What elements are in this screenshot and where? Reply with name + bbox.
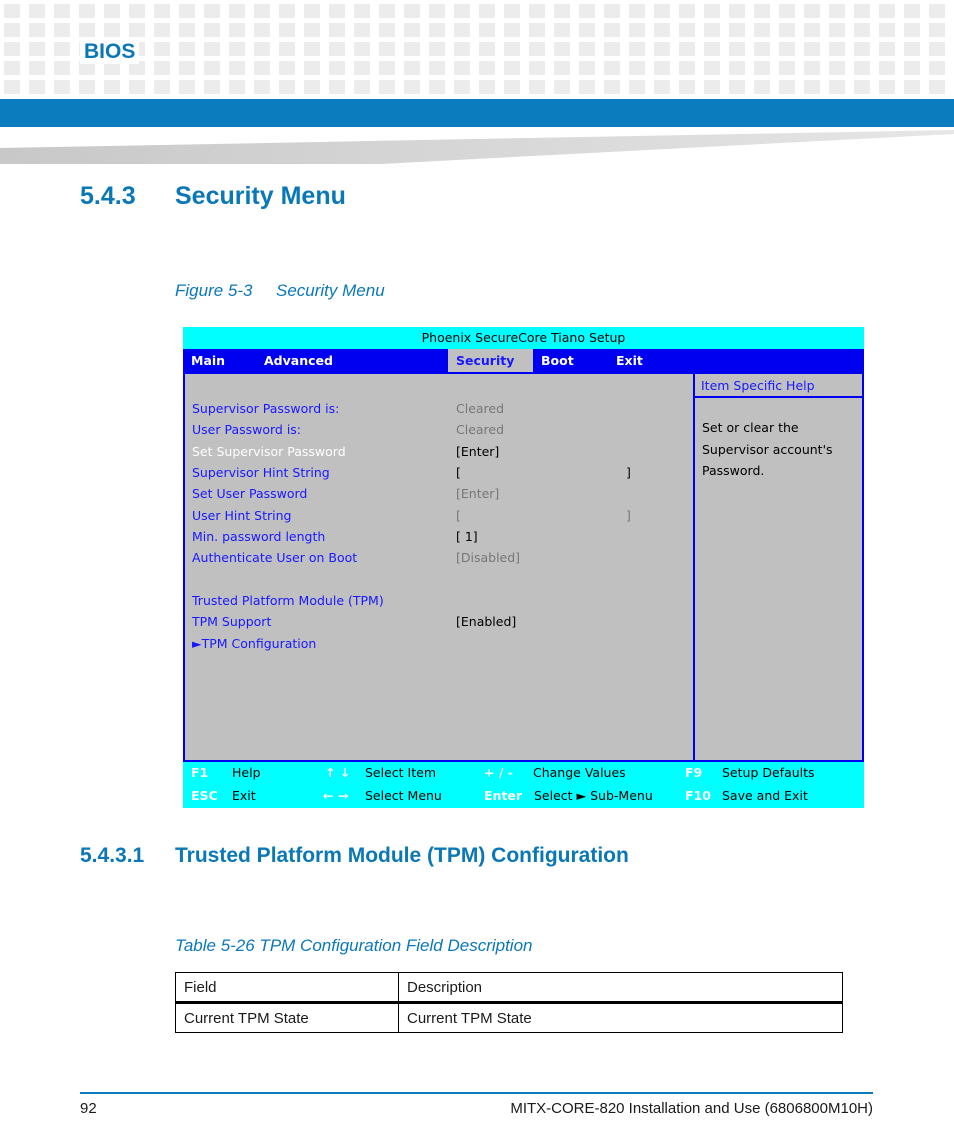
header-pattern-square [429, 80, 445, 94]
header-pattern-square [404, 4, 420, 18]
header-pattern-square [904, 80, 920, 94]
footer-rule [80, 1092, 873, 1094]
row-value: Cleared [456, 401, 505, 416]
header-pattern-square [654, 61, 670, 75]
header-pattern-square [254, 42, 270, 56]
header-pattern-square [654, 23, 670, 37]
header-pattern-square [879, 42, 895, 56]
header-pattern-square [804, 23, 820, 37]
header-pattern-square [454, 61, 470, 75]
header-pattern-square [879, 23, 895, 37]
footer-action: Change Values [533, 765, 626, 780]
row-value[interactable]: [ [456, 465, 461, 480]
header-pattern-square [504, 23, 520, 37]
header-pattern-square [754, 61, 770, 75]
header-pattern-square [379, 23, 395, 37]
header-pattern-square [604, 23, 620, 37]
header-pattern-square [654, 80, 670, 94]
header-pattern-square [304, 23, 320, 37]
help-line: Supervisor account's [702, 442, 833, 457]
header-pattern-square [629, 42, 645, 56]
footer-key: F9 [685, 765, 703, 780]
header-pattern-square [904, 4, 920, 18]
header-pattern-square [179, 23, 195, 37]
header-pattern-square [254, 4, 270, 18]
header-pattern-square [754, 23, 770, 37]
header-pattern-square [179, 4, 195, 18]
header-pattern-square [929, 4, 945, 18]
row-value: Cleared [456, 422, 505, 437]
bios-row-tpm-support[interactable] [192, 612, 692, 632]
header-pattern-square [29, 61, 45, 75]
header-pattern-square [704, 61, 720, 75]
header-pattern-square [254, 23, 270, 37]
header-pattern-square [179, 61, 195, 75]
header-pattern-square [554, 42, 570, 56]
header-pattern-square [104, 80, 120, 94]
header-pattern-square [304, 61, 320, 75]
header-pattern-square [904, 23, 920, 37]
bios-row-supervisor-password-status [192, 399, 692, 419]
row-label: Set Supervisor Password [192, 444, 346, 459]
header-pattern-square [579, 61, 595, 75]
row-value[interactable]: [Enter] [456, 486, 500, 501]
bios-row-tpm-heading [192, 591, 692, 611]
header-pattern-square [729, 4, 745, 18]
header-pattern-square [554, 23, 570, 37]
bios-row-set-supervisor-password[interactable] [192, 442, 692, 462]
footer-action: Select ► Sub-Menu [534, 788, 653, 803]
header-pattern-square [829, 80, 845, 94]
header-pattern-square [29, 80, 45, 94]
header-pattern-square [429, 61, 445, 75]
header-pattern-square [754, 80, 770, 94]
header-pattern-square [854, 42, 870, 56]
header-pattern-square [829, 42, 845, 56]
figure-title: Security Menu [276, 281, 385, 300]
submenu-label[interactable]: ►TPM Configuration [192, 636, 317, 651]
header-pattern-square [854, 4, 870, 18]
header-pattern-square [179, 80, 195, 94]
footer-action: Help [232, 765, 261, 780]
header-pattern-square [704, 4, 720, 18]
header-pattern-square [879, 80, 895, 94]
header-pattern-square [229, 61, 245, 75]
header-pattern-square [904, 42, 920, 56]
bios-screen [183, 327, 864, 808]
footer-action: Select Menu [365, 788, 442, 803]
header-pattern-square [904, 61, 920, 75]
header-pattern-square [154, 61, 170, 75]
header-pattern-square [154, 80, 170, 94]
header-pattern-square [29, 42, 45, 56]
bios-menu-security[interactable]: Security [448, 349, 533, 372]
header-pattern-square [629, 80, 645, 94]
header-pattern-square [54, 42, 70, 56]
header-pattern-square [779, 4, 795, 18]
header-pattern-square [229, 42, 245, 56]
header-pattern-square [579, 4, 595, 18]
header-pattern-square [804, 4, 820, 18]
header-pattern-square [254, 61, 270, 75]
header-pattern-square [79, 4, 95, 18]
section-number: 5.4.3 [80, 182, 136, 210]
header-pattern-square [54, 4, 70, 18]
header-pattern-square [304, 42, 320, 56]
row-label: TPM Support [192, 614, 272, 629]
header-pattern-square [529, 23, 545, 37]
bios-title: Phoenix SecureCore Tiano Setup [183, 327, 864, 349]
header-pattern-square [4, 61, 20, 75]
header-pattern-square [529, 42, 545, 56]
header-pattern-square [229, 23, 245, 37]
header-pattern-square [404, 61, 420, 75]
help-line: Set or clear the [702, 420, 799, 435]
header-pattern-square [879, 4, 895, 18]
row-value[interactable]: [ 1] [456, 529, 478, 544]
header-pattern-square [129, 23, 145, 37]
header-pattern-square [729, 42, 745, 56]
bios-body [183, 372, 864, 762]
footer-key: ↑ ↓ [325, 765, 351, 780]
header-pattern-square [704, 23, 720, 37]
header-pattern-square [679, 23, 695, 37]
row-label: User Hint String [192, 508, 292, 523]
row-value[interactable]: [Enter] [456, 444, 500, 459]
header-pattern-square [354, 80, 370, 94]
header-pattern-square [629, 23, 645, 37]
footer-action: Save and Exit [722, 788, 808, 803]
header-pattern-square [204, 80, 220, 94]
header-pattern-square [4, 42, 20, 56]
header-pattern-square [279, 23, 295, 37]
header-pattern-square [404, 80, 420, 94]
header-pattern-square [854, 80, 870, 94]
header-pattern-square [454, 23, 470, 37]
header-pattern-square [329, 61, 345, 75]
header-pattern-square [354, 61, 370, 75]
header-pattern-square [279, 4, 295, 18]
header-pattern-square [329, 80, 345, 94]
header-pattern-square [454, 80, 470, 94]
header-pattern-square [929, 80, 945, 94]
header-pattern-square [579, 23, 595, 37]
header-pattern-square [804, 61, 820, 75]
table-row [176, 1003, 843, 1033]
row-label: User Password is: [192, 422, 302, 437]
footer-key: Enter [484, 788, 523, 803]
row-label: Set User Password [192, 486, 308, 501]
header-pattern-square [79, 80, 95, 94]
header-pattern-square [879, 61, 895, 75]
header-pattern-square [229, 4, 245, 18]
header-pattern-square [929, 23, 945, 37]
header-pattern-square [929, 42, 945, 56]
help-header: Item Specific Help [701, 378, 815, 393]
header-pattern-square [4, 80, 20, 94]
header-pattern-square [4, 23, 20, 37]
header-pattern-square [379, 42, 395, 56]
table-cell: Current TPM State [176, 1003, 399, 1033]
bios-divider [693, 374, 695, 762]
header-pattern-square [754, 42, 770, 56]
header-pattern-square [154, 42, 170, 56]
header-pattern-square [779, 80, 795, 94]
header-pattern-square [754, 4, 770, 18]
header-pattern-square [854, 23, 870, 37]
bios-row-user-password-status [192, 420, 692, 440]
header-pattern-square [604, 80, 620, 94]
row-label: Authenticate User on Boot [192, 550, 358, 565]
footer-key: F10 [685, 788, 711, 803]
header-pattern-square [679, 80, 695, 94]
footer-action: Select Item [365, 765, 436, 780]
help-line: Password. [702, 463, 765, 478]
header-pattern-square [679, 4, 695, 18]
table-caption: Table 5-26 TPM Configuration Field Description [175, 936, 533, 955]
bios-menu-boot[interactable]: Boot [541, 353, 574, 368]
header-pattern-square [254, 80, 270, 94]
header-pattern-square [454, 4, 470, 18]
header-pattern [0, 0, 954, 98]
header-pattern-square [779, 61, 795, 75]
document-title: MITX-CORE-820 Installation and Use (6806800M10H) [510, 1100, 873, 1117]
header-pattern-square [654, 4, 670, 18]
header-pattern-square [29, 23, 45, 37]
header-pattern-square [154, 4, 170, 18]
header-pattern-square [804, 80, 820, 94]
header-pattern-square [554, 4, 570, 18]
bios-menu-advanced[interactable]: Advanced [264, 353, 333, 368]
row-value[interactable]: [ [456, 508, 461, 523]
header-wedge [0, 130, 954, 164]
header-pattern-square [529, 4, 545, 18]
table-cell: Current TPM State [399, 1003, 843, 1033]
header-pattern-square [204, 61, 220, 75]
header-pattern-square [479, 4, 495, 18]
bios-menu-exit[interactable]: Exit [616, 353, 643, 368]
header-pattern-square [854, 61, 870, 75]
bios-row-tpm-configuration[interactable] [192, 634, 692, 654]
header-pattern-square [504, 4, 520, 18]
header-pattern-square [404, 23, 420, 37]
header-pattern-square [229, 80, 245, 94]
header-pattern-square [279, 80, 295, 94]
header-pattern-square [329, 23, 345, 37]
header-pattern-square [379, 4, 395, 18]
tpm-config-table [175, 972, 843, 1033]
figure-label: Figure 5-3 [175, 281, 253, 300]
header-pattern-square [104, 23, 120, 37]
header-pattern-square [304, 80, 320, 94]
header-pattern-square [529, 61, 545, 75]
header-pattern-square [129, 4, 145, 18]
header-pattern-square [504, 80, 520, 94]
header-pattern-square [304, 4, 320, 18]
row-label: Supervisor Hint String [192, 465, 330, 480]
header-pattern-square [554, 61, 570, 75]
header-pattern-square [829, 4, 845, 18]
subsection-number: 5.4.3.1 [80, 844, 145, 867]
row-label: Trusted Platform Module (TPM) [192, 593, 384, 608]
bios-row-user-hint-string[interactable] [192, 506, 692, 526]
footer-key: + / - [484, 765, 513, 780]
header-pattern-square [379, 80, 395, 94]
header-pattern-square [779, 23, 795, 37]
bios-row-set-user-password[interactable] [192, 484, 692, 504]
header-pattern-square [354, 4, 370, 18]
header-pattern-square [429, 4, 445, 18]
header-pattern-square [504, 42, 520, 56]
header-pattern-square [429, 23, 445, 37]
header-bar [0, 99, 954, 127]
header-pattern-square [404, 42, 420, 56]
footer-key: ESC [191, 788, 218, 803]
header-pattern-square [179, 42, 195, 56]
header-pattern-square [729, 23, 745, 37]
header-pattern-square [479, 23, 495, 37]
row-value-end: ] [626, 465, 631, 480]
row-label: Supervisor Password is: [192, 401, 340, 416]
table-header-cell: Description [399, 973, 843, 1003]
header-pattern-square [104, 4, 120, 18]
bios-menu-main[interactable]: Main [191, 353, 226, 368]
header-pattern-square [454, 42, 470, 56]
header-pattern-square [4, 4, 20, 18]
header-pattern-square [54, 23, 70, 37]
header-pattern-square [729, 61, 745, 75]
subsection-title: Trusted Platform Module (TPM) Configuration [175, 844, 629, 867]
header-pattern-square [704, 80, 720, 94]
header-pattern-square [129, 80, 145, 94]
header-pattern-square [504, 61, 520, 75]
header-pattern-square [579, 42, 595, 56]
section-title: Security Menu [175, 182, 346, 210]
header-pattern-square [54, 80, 70, 94]
header-pattern-square [579, 80, 595, 94]
table-header-cell: Field [176, 973, 399, 1003]
header-pattern-square [379, 61, 395, 75]
footer-key: ← → [323, 788, 349, 803]
row-value[interactable]: [Disabled] [456, 550, 521, 565]
header-pattern-square [679, 42, 695, 56]
header-pattern-square [329, 4, 345, 18]
header-pattern-square [804, 42, 820, 56]
header-pattern-square [479, 80, 495, 94]
header-pattern-square [204, 4, 220, 18]
header-pattern-square [204, 23, 220, 37]
header-pattern-square [204, 42, 220, 56]
header-pattern-square [54, 61, 70, 75]
bios-row-min-password-length[interactable] [192, 527, 692, 547]
header-pattern-square [604, 4, 620, 18]
header-pattern-square [779, 42, 795, 56]
header-pattern-square [479, 42, 495, 56]
table-header-row [176, 973, 843, 1003]
header-pattern-square [704, 42, 720, 56]
header-pattern-square [604, 42, 620, 56]
row-value[interactable]: [Enabled] [456, 614, 517, 629]
header-pattern-square [479, 61, 495, 75]
header-pattern-square [354, 42, 370, 56]
header-pattern-square [629, 4, 645, 18]
header-pattern-square [629, 61, 645, 75]
footer-action: Setup Defaults [722, 765, 815, 780]
bios-row-authenticate-user-on-boot[interactable] [192, 548, 692, 568]
header-pattern-square [154, 23, 170, 37]
bios-footer [183, 762, 864, 808]
header-pattern-square [729, 80, 745, 94]
footer-action: Exit [232, 788, 256, 803]
bios-menu-bar [183, 349, 864, 372]
help-divider [695, 396, 864, 398]
header-pattern-square [654, 42, 670, 56]
header-pattern-square [79, 23, 95, 37]
row-label: Min. password length [192, 529, 326, 544]
row-value-end: ] [626, 508, 631, 523]
header-pattern-square [829, 61, 845, 75]
bios-row-supervisor-hint-string[interactable] [192, 463, 692, 483]
header-pattern-square [29, 4, 45, 18]
chapter-title: BIOS [80, 40, 139, 64]
header-pattern-square [554, 80, 570, 94]
header-pattern-square [429, 42, 445, 56]
header-pattern-square [354, 23, 370, 37]
footer-key: F1 [191, 765, 209, 780]
header-pattern-square [929, 61, 945, 75]
header-pattern-square [679, 61, 695, 75]
header-pattern-square [604, 61, 620, 75]
header-pattern-square [829, 23, 845, 37]
page-number: 92 [80, 1100, 97, 1117]
header-pattern-square [279, 42, 295, 56]
header-pattern-square [329, 42, 345, 56]
header-pattern-square [529, 80, 545, 94]
header-pattern-square [279, 61, 295, 75]
